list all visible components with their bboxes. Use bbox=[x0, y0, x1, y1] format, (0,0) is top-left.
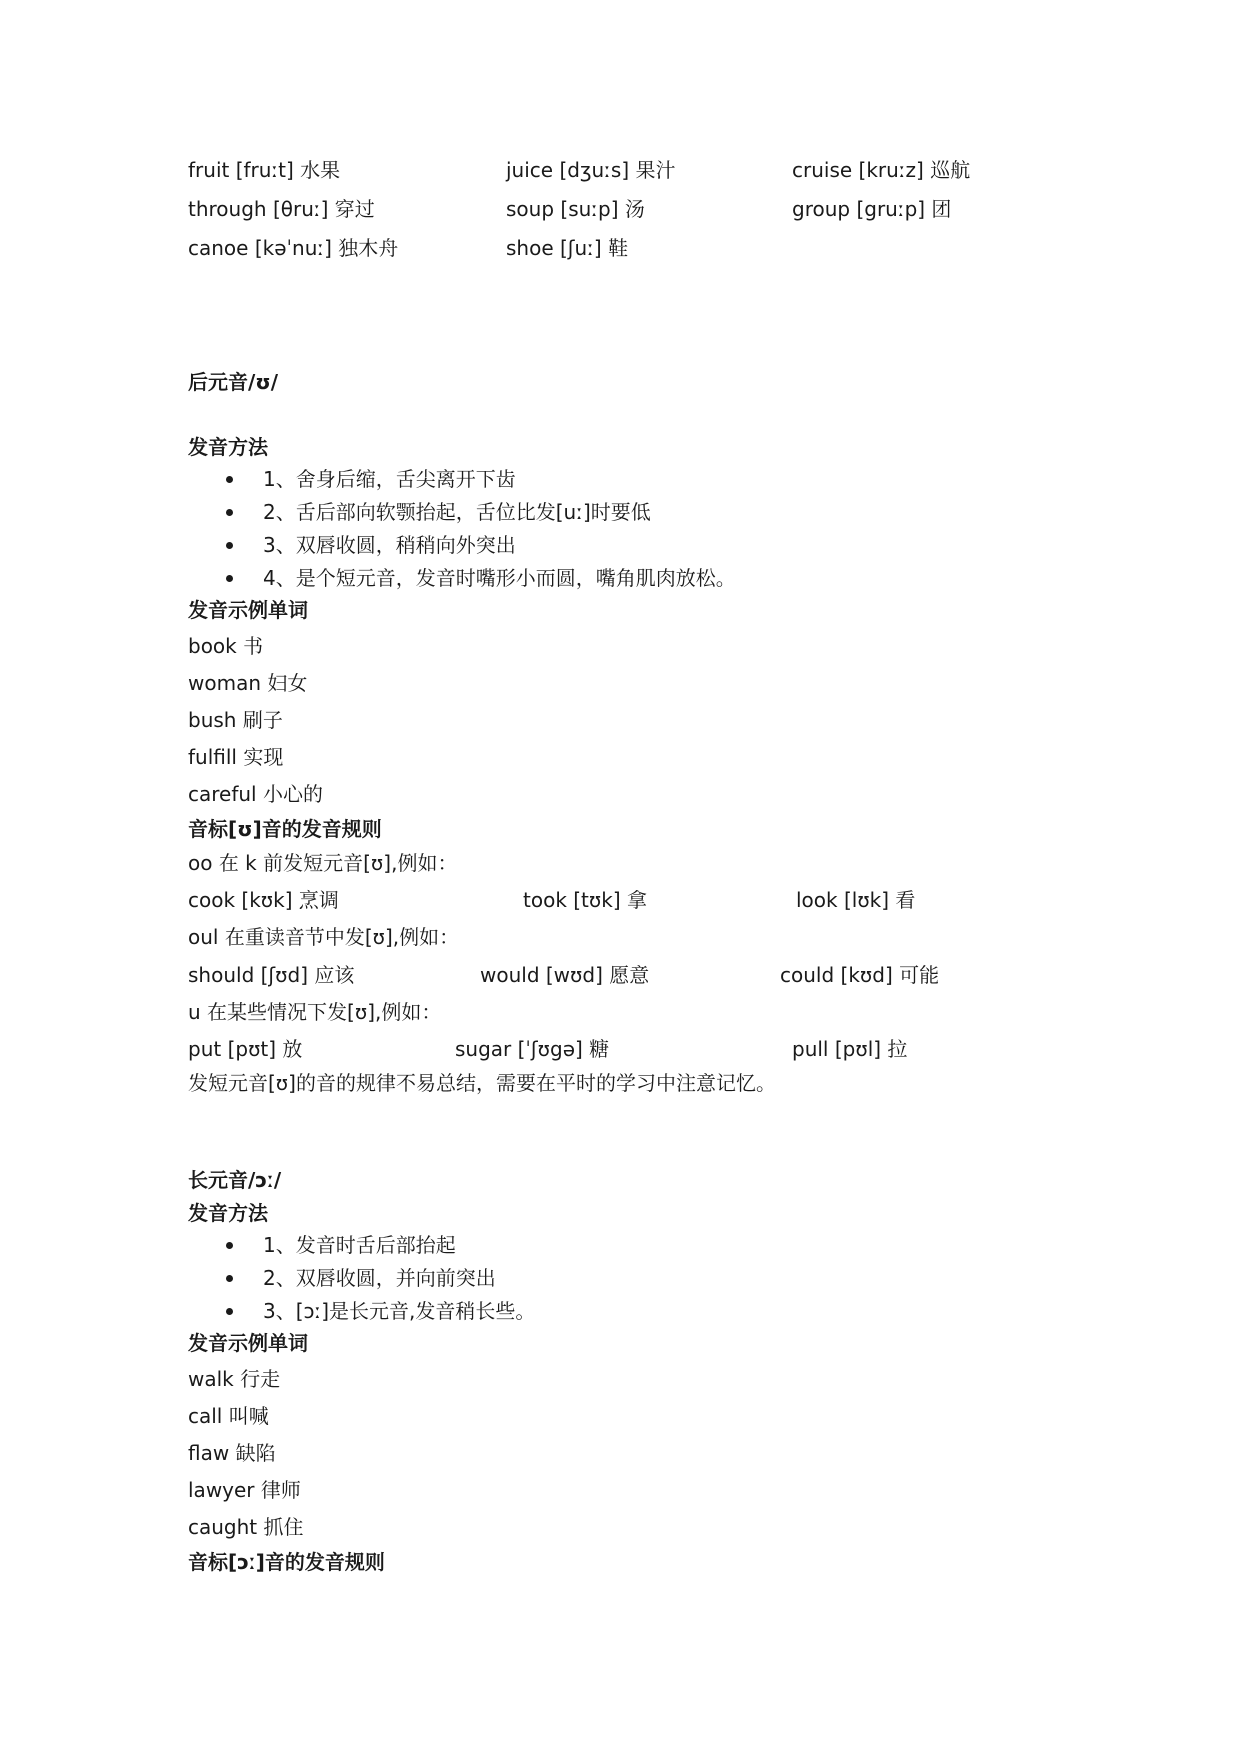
examples-heading: 发音示例单词 bbox=[188, 598, 308, 622]
bullet-dot bbox=[226, 1242, 233, 1249]
rules-heading: 音标[ʊ]音的发音规则 bbox=[188, 817, 382, 841]
rule2-word-could: could [kʊd] 可能 bbox=[780, 963, 940, 987]
rules-heading-2: 音标[ɔː]音的发音规则 bbox=[188, 1550, 385, 1574]
examples-heading-2: 发音示例单词 bbox=[188, 1331, 308, 1355]
method-item-4: 4、是个短元音，发音时嘴形小而圆，嘴角肌肉放松。 bbox=[263, 566, 736, 590]
section-title-o-long: 长元音/ɔː/ bbox=[188, 1168, 282, 1192]
rule1-word-took: took [tʊk] 拿 bbox=[523, 888, 647, 912]
rule-2: oul 在重读音节中发[ʊ],例如： bbox=[188, 925, 460, 949]
method-heading: 发音方法 bbox=[188, 435, 268, 459]
method2-item-1: 1、发音时舌后部抬起 bbox=[263, 1233, 456, 1257]
method2-item-2: 2、双唇收圆，并向前突出 bbox=[263, 1266, 496, 1290]
example-book: book 书 bbox=[188, 634, 264, 658]
example-caught: caught 抓住 bbox=[188, 1515, 304, 1539]
example-woman: woman 妇女 bbox=[188, 671, 308, 695]
example-walk: walk 行走 bbox=[188, 1367, 281, 1391]
note-text: 发短元音[ʊ]的音的规律不易总结，需要在平时的学习中注意记忆。 bbox=[188, 1071, 776, 1095]
rule1-word-cook: cook [kʊk] 烹调 bbox=[188, 888, 339, 912]
word-through: through [θruː] 穿过 bbox=[188, 197, 375, 221]
bullet-dot bbox=[226, 1308, 233, 1315]
rule3-word-pull: pull [pʊl] 拉 bbox=[792, 1037, 908, 1061]
word-soup: soup [suːp] 汤 bbox=[506, 197, 645, 221]
example-flaw: flaw 缺陷 bbox=[188, 1441, 276, 1465]
bullet-dot bbox=[226, 509, 233, 516]
word-fruit: fruit [fruːt] 水果 bbox=[188, 158, 341, 182]
rule-1: oo 在 k 前发短元音[ʊ],例如： bbox=[188, 851, 458, 875]
word-group: group [gruːp] 团 bbox=[792, 197, 952, 221]
rule2-word-should: should [ʃʊd] 应该 bbox=[188, 963, 355, 987]
rule3-word-put: put [pʊt] 放 bbox=[188, 1037, 303, 1061]
example-bush: bush 刷子 bbox=[188, 708, 283, 732]
method-heading-2: 发音方法 bbox=[188, 1201, 268, 1225]
rule1-word-look: look [lʊk] 看 bbox=[796, 888, 916, 912]
word-cruise: cruise [kruːz] 巡航 bbox=[792, 158, 971, 182]
word-shoe: shoe [ʃuː] 鞋 bbox=[506, 236, 629, 260]
method-item-1: 1、舍身后缩，舌尖离开下齿 bbox=[263, 467, 516, 491]
bullet-dot bbox=[226, 1275, 233, 1282]
method-item-3: 3、双唇收圆，稍稍向外突出 bbox=[263, 533, 516, 557]
method-item-2: 2、舌后部向软颚抬起，舌位比发[uː]时要低 bbox=[263, 500, 651, 524]
bullet-dot bbox=[226, 575, 233, 582]
example-lawyer: lawyer 律师 bbox=[188, 1478, 301, 1502]
bullet-dot bbox=[226, 542, 233, 549]
section-title-u-short: 后元音/ʊ/ bbox=[188, 370, 279, 394]
rule-3: u 在某些情况下发[ʊ],例如： bbox=[188, 1000, 442, 1024]
bullet-dot bbox=[226, 476, 233, 483]
example-careful: careful 小心的 bbox=[188, 782, 323, 806]
example-fulfill: fulfill 实现 bbox=[188, 745, 284, 769]
example-call: call 叫喊 bbox=[188, 1404, 269, 1428]
word-juice: juice [dʒuːs] 果汁 bbox=[506, 158, 676, 182]
rule3-word-sugar: sugar [ˈʃʊgə] 糖 bbox=[455, 1037, 610, 1061]
word-canoe: canoe [kəˈnuː] 独木舟 bbox=[188, 236, 399, 260]
method2-item-3: 3、[ɔː]是长元音,发音稍长些。 bbox=[263, 1299, 536, 1323]
rule2-word-would: would [wʊd] 愿意 bbox=[480, 963, 650, 987]
